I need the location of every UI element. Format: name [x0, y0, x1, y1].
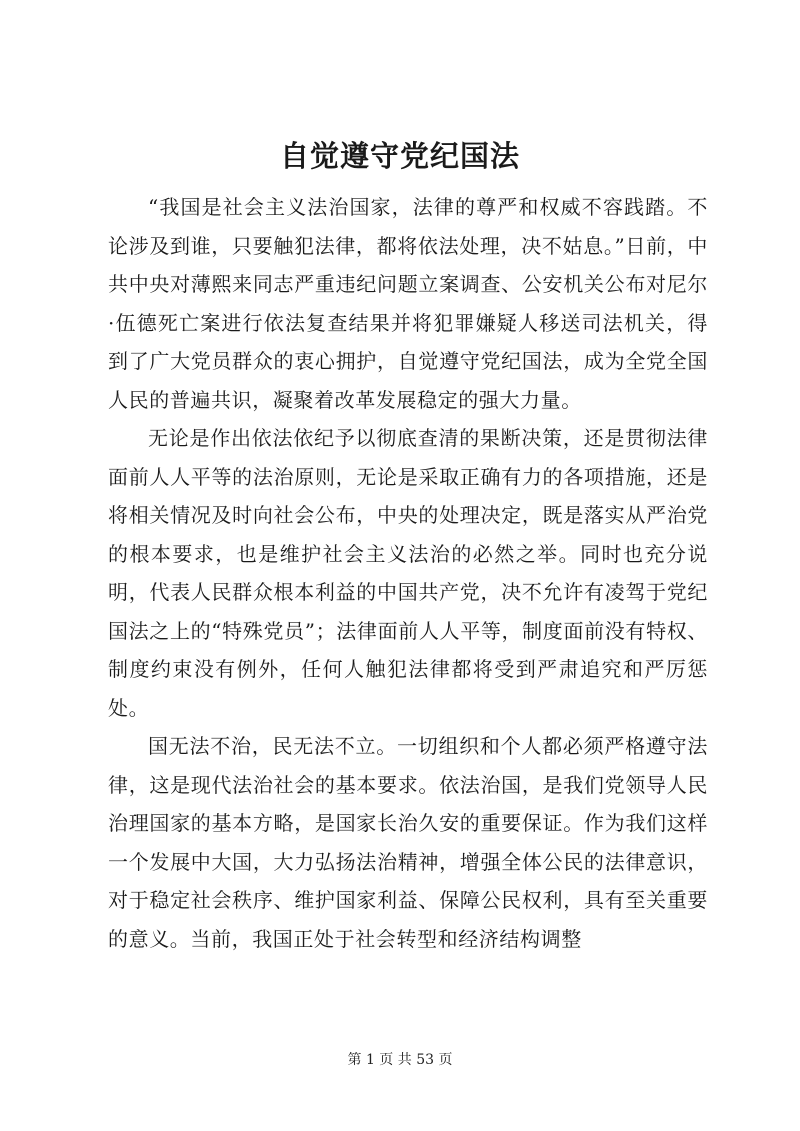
page-footer: 第 1 页 共 53 页 — [347, 1052, 453, 1068]
document-body — [108, 188, 708, 958]
paragraph-1: “我国是社会主义法治国家，法律的尊严和权威不容践踏。不论涉及到谁，只要触犯法律，都将依法处理，决不姑息。”日前，中共中央对薄熙来同志严重违纪问题立案调查、公安机关公布对尼尔·伍德死亡案进行依法复查结果并将犯罪嫌疑人移送司法机关，得到了广大党员群众的衷心拥护，自觉遵守党纪国法，成为全党全国人民的普遍共识，凝聚着改革发展稳定的强大力量。 — [108, 195, 708, 412]
document-title: 自觉遵守党纪国法 — [279, 139, 520, 173]
paragraph-2: 无论是作出依法依纪予以彻底查清的果断决策，还是贯彻法律面前人人平等的法治原则，无论是采取正确有力的各项措施，还是将相关情况及时向社会公布，中央的处理决定，既是落实从严治党的根本要求，也是维护社会主义法治的必然之举。同时也充分说明，代表人民群众根本利益的中国共产党，决不允许有凌驾于党纪国法之上的“特殊党员”；法律面前人人平等，制度面前没有特权、制度约束没有例外，任何人触犯法律都将受到严肃追究和严厉惩处。 — [108, 426, 708, 720]
paragraph-3: 国无法不治，民无法不立。一切组织和个人都必须严格遵守法律，这是现代法治社会的基本要求。依法治国，是我们党领导人民治理国家的基本方略，是国家长治久安的重要保证。作为我们这样一个发展中大国，大力弘扬法治精神，增强全体公民的法律意识，对于稳定社会秩序、维护国家利益、保障公民权利，具有至关重要的意义。当前，我国正处于社会转型和经济结构调整 — [108, 734, 708, 951]
